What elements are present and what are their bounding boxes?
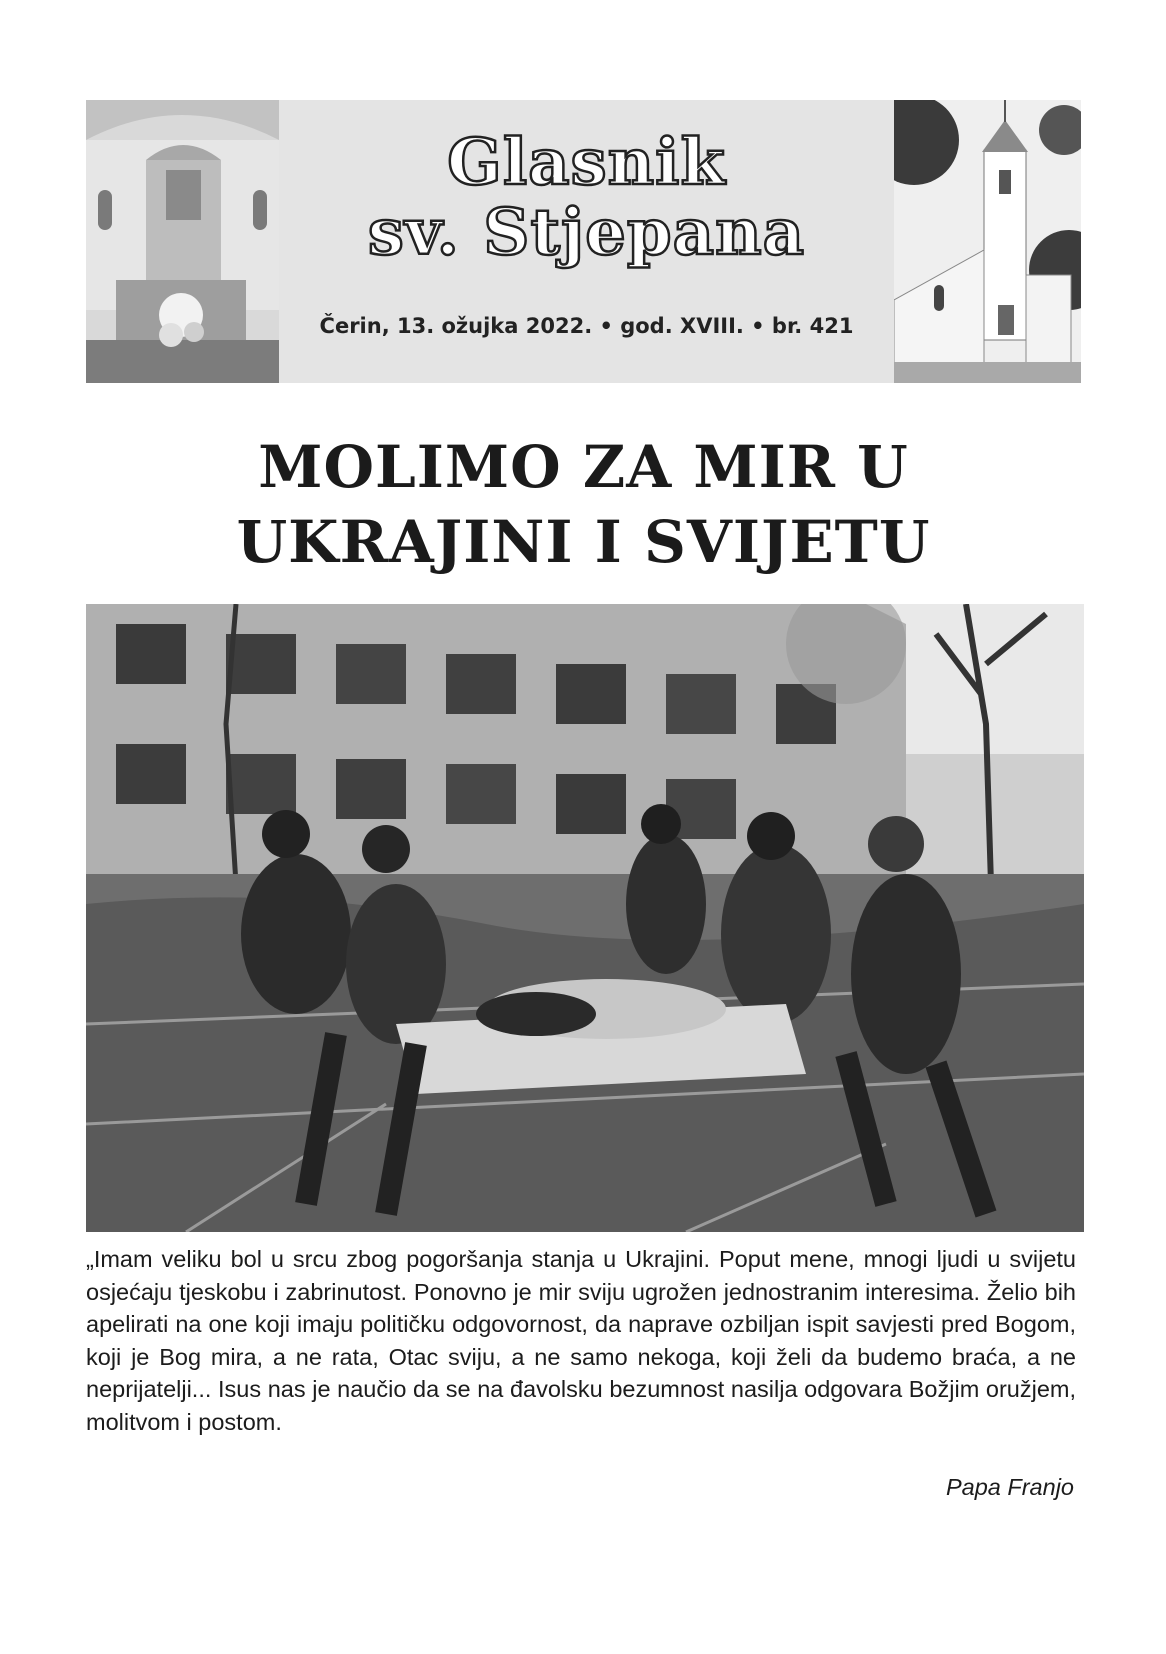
page-headline	[86, 430, 1081, 580]
title-line-1: Glasnik	[447, 125, 726, 200]
title-line-2: sv. Stjepana	[367, 195, 806, 270]
church-tower-photo	[894, 100, 1081, 383]
headline-line-2: UKRAJINI I SVIJETU	[236, 508, 931, 576]
publication-title	[279, 125, 894, 270]
issue-info: Čerin, 13. ožujka 2022. • god. XVIII. • br. 421	[319, 314, 854, 338]
headline-line-1: MOLIMO ZA MIR U	[258, 433, 909, 501]
war-rescue-photo	[86, 604, 1084, 1232]
church-altar-photo	[86, 100, 279, 383]
quote-author: Papa Franjo	[945, 1474, 1074, 1500]
pope-quote: „Imam veliku bol u srcu zbog pogoršanja stanja u Ukrajini. Poput mene, mnogi ljudi u svijetu osjećaju tjeskobu i zabrinutost. Ponovno je mir sviju ugrožen jednostranim interesima. Želio bih apelirati na one koji imaju političku odgovornost, da naprave ozbiljan ispit savjesti pred Bogom, koji je Bog mira, a ne rata, Otac sviju, a ne samo nekoga, koji želi da budemo braća, a ne neprijatelji... Isus nas je naučio da se na đavolsku bezumnost nasilja odgovara Božjim oružjem, molitvom i postom.	[86, 1246, 1076, 1435]
